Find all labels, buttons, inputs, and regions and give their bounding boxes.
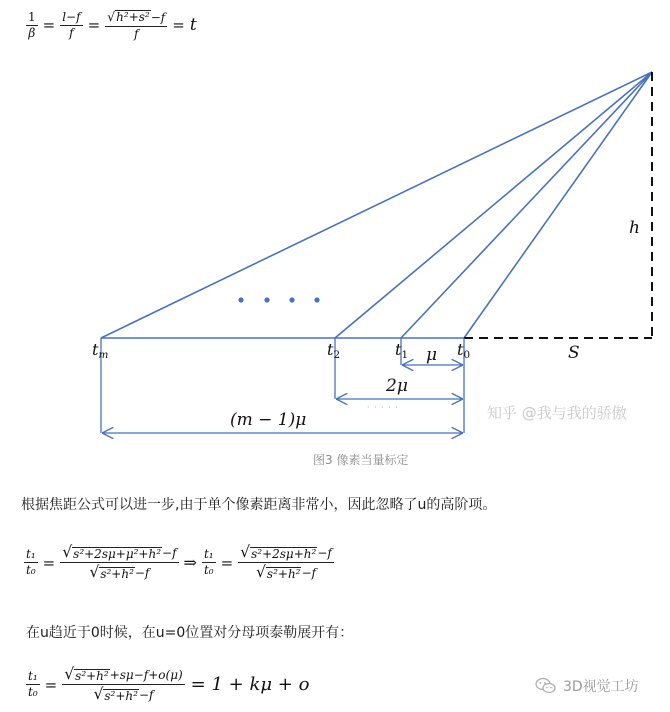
frac-sqrt bbox=[105, 10, 167, 41]
pixel-calibration-diagram bbox=[0, 60, 670, 450]
numerator bbox=[105, 10, 167, 27]
rhs-linear: = 1 + kμ + o bbox=[190, 674, 310, 696]
paragraph-1: 根据焦距公式可以进一步,由于单个像素距离非常小，因此忽略了u的高阶项。 bbox=[21, 497, 497, 513]
ellipsis-dots bbox=[238, 297, 319, 302]
equals-sign: = bbox=[42, 16, 56, 35]
ray-t2 bbox=[335, 72, 652, 338]
label-t0: $t_0$ bbox=[457, 340, 471, 362]
sqrt-expression: √ h²+s² bbox=[107, 9, 150, 25]
numerator: l−f bbox=[60, 11, 82, 26]
label-S: S bbox=[568, 343, 580, 363]
label-2mu: 2μ bbox=[386, 376, 408, 396]
label-m-minus-1-mu: (m − 1)μ bbox=[230, 410, 307, 430]
label-mu: μ bbox=[426, 345, 438, 365]
denominator: f bbox=[133, 26, 139, 41]
frac-l-minus-f bbox=[60, 11, 82, 40]
frac-truncated: √ s²+2sμ+h² −f √ s²+h² −f bbox=[240, 543, 332, 582]
equals-sign: = bbox=[172, 16, 185, 35]
formula-2: $\frac{\text{t₁}}{\text{t₀}}$ = √ s²+2sμ+μ²+h² −f √ s²+h² −f ⇒ $\frac{\text{t₁}}{\text{t₀}}$ = √ s²+2sμ+h² −f √ s²+h² −f bbox=[26, 543, 332, 582]
frac-t1-t0: $\frac{\text{t₁}}{\text{t₀}}$ bbox=[28, 668, 38, 700]
ray-t0 bbox=[464, 72, 652, 338]
numerator: 1 bbox=[26, 11, 38, 26]
formula-3: $\frac{\text{t₁}}{\text{t₀}}$ = √ s²+h² +sμ−f+o(μ) √ s²+h² −f = 1 + kμ + o bbox=[28, 665, 310, 704]
formula-top bbox=[26, 10, 197, 41]
denominator: β bbox=[28, 25, 36, 40]
label-h: h bbox=[629, 218, 640, 238]
frac-t1-t0: $\frac{\text{t₁}}{\text{t₀}}$ bbox=[26, 546, 36, 578]
label-t1: $t_1$ bbox=[395, 340, 409, 362]
paragraph-2: 在u趋近于0时候，在u=0位置对分母项泰勒展开有： bbox=[26, 625, 354, 641]
denominator: f bbox=[69, 25, 74, 40]
radicand: h²+s² bbox=[116, 10, 150, 24]
figure-caption: 图3 像素当量标定 bbox=[313, 453, 409, 467]
frac-full-expansion: √ s²+2sμ+μ²+h² −f √ s²+h² −f bbox=[62, 543, 177, 582]
wechat-icon bbox=[535, 677, 557, 695]
frac-one-over-beta bbox=[26, 11, 38, 40]
zhihu-watermark: 知乎 @我与我的骄傲 bbox=[487, 404, 627, 422]
rhs-t: t bbox=[189, 15, 197, 36]
label-tm: $t_m$ bbox=[92, 340, 109, 362]
ray-tm bbox=[101, 72, 652, 338]
ray-t1 bbox=[401, 72, 652, 338]
label-small-ellipsis: · · · · · bbox=[367, 403, 399, 412]
equals-sign: = bbox=[87, 16, 101, 35]
frac-taylor: √ s²+h² +sμ−f+o(μ) √ s²+h² −f bbox=[64, 665, 183, 704]
frac-t1-t0: $\frac{\text{t₁}}{\text{t₀}}$ bbox=[203, 546, 214, 578]
label-t2: $t_2$ bbox=[327, 340, 341, 362]
implies-arrow: ⇒ bbox=[183, 553, 197, 573]
minus-f: −f bbox=[150, 10, 166, 25]
source-badge bbox=[535, 676, 639, 696]
badge-label: 3D视觉工坊 bbox=[563, 679, 639, 695]
